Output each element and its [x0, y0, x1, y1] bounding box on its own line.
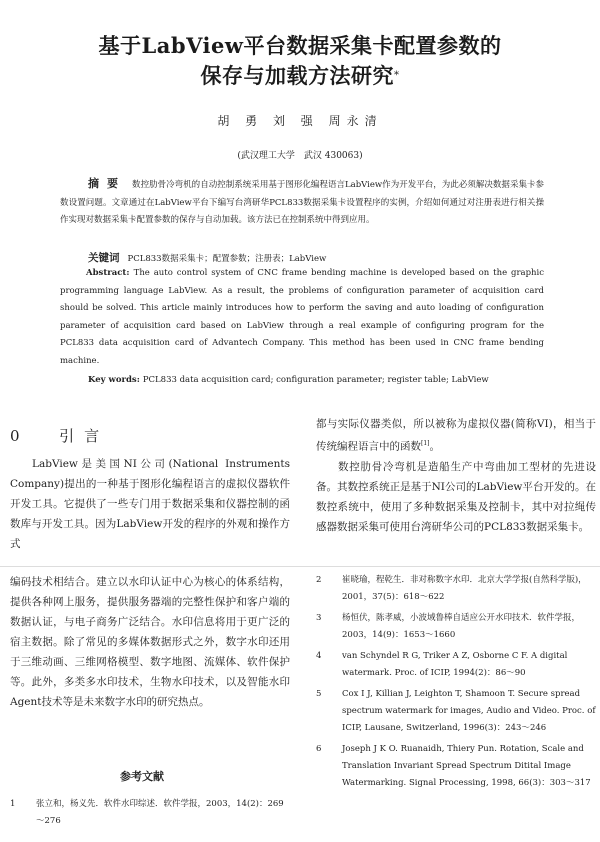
reference-item: 1 张立和，杨义先．软件水印综述．软件学报，2003，14(2)：269～276: [10, 799, 284, 826]
intro-paragraph-2: 数控肋骨冷弯机是造船生产中弯曲加工型材的先进设备。其数控系统正是基于NI公司的LabView平台开发的。在数控系统中，使用了多种数据采集及控制卡，其中对拉绳传感器数据采集可使用台湾研华公司的PCL833数据采集卡。: [316, 460, 596, 533]
title-footnote-mark: *: [394, 70, 400, 81]
lower-column-text: 编码技术相结合。建立以水印认证中心为核心的体系结构，提供各种网上服务，提供服务器端的完整性保护和客户端的数据认证，与电子商务广泛结合。水印信息将用于更广泛的宿主数据。除了常见的多媒体数据形式之外，数字水印还用于三维动画、三维网格模型、数字地图、流媒体、软件保护等。此外，多类多水印技术，生物水印技术，以及智能水印Agent技术等是未来数字水印的研究热点。: [10, 576, 290, 708]
intro-paragraph-1: LabView是美国NI公司(National Instruments Company)提出的一种基于图形化编程语言的虚拟仪器软件开发工具。它提供了一些专门用于数据采集和仪器控制的函数库与开发工具。因为LabView开发的程序的外观和操作方式: [10, 458, 290, 550]
paper-title-line-2: 保存与加载方法研究*: [200, 63, 400, 88]
keywords-en-label: Key words: [88, 375, 137, 385]
abstract-en-label: Abstract: [86, 268, 127, 278]
intro-column-right: [316, 414, 596, 537]
intro-paragraph-1-continued: 都与实际仪器类似，所以被称为虚拟仪器(简称VI)，相当于传统编程语言中的函数[1]。: [316, 418, 596, 453]
reference-item: 2 崔晓瑜，程乾生．非对称数字水印．北京大学学报(自然科学版)，2001，37(5)：618～622: [316, 575, 587, 602]
keywords-zh: [88, 250, 326, 265]
paper-title-line-1: 基于LabView平台数据采集卡配置参数的: [98, 33, 502, 58]
reference-item: 3 杨恒伏，陈孝威，小波域鲁棒自适应公开水印技术．软件学报，2003，14(9)：1653～1660: [316, 613, 581, 640]
abstract-en: Abstract: The auto control system of CNC frame bending machine is developed based on the graphic programming language LabView. As a result, the problems of configuration parameter of acquisition card should be solved. This article mainly introduces how to perform the saving and auto loading of configuration parameter of acquisition card based on LabView through a real example of configuring program for the PCL833 data acquisition card of Advantech Company. This method has been used in CNC frame bending machine.: [60, 268, 544, 366]
authors: 胡 勇 刘 强 周永清: [217, 114, 383, 128]
keywords-en: Key words: PCL833 data acquisition card; configuration parameter; register table; LabView: [88, 375, 489, 385]
abstract-zh-text: 数控肋骨冷弯机的自动控制系统采用基于图形化编程语言LabView作为开发平台，为此必须解决数据采集卡参数设置问题。文章通过在LabView平台下编写台湾研华PCL833数据采集卡设置程序的实例，介绍如何通过对注册表进行相关操作实现对数据采集卡配置参数的保存与自动加载。该方法已在控制系统中得到应用。: [60, 180, 545, 225]
affiliation: (武汉理工大学 武汉 430063): [237, 151, 363, 161]
page-divider: [0, 566, 600, 567]
abstract-zh-label: 摘要: [88, 177, 127, 190]
reference-item: 6 Joseph J K O. Ruanaidh, Thiery Pun. Rotation, Scale and Translation Invariant Spread Spectrum Ditital Image Watermarking. Signal Processing, 1998, 66(3)：303～317: [316, 744, 591, 788]
references-left: [10, 796, 290, 834]
references-title: 参考文献: [120, 770, 164, 783]
references-right: [316, 572, 600, 796]
keywords-zh-text: PCL833数据采集卡；配置参数；注册表；LabView: [127, 254, 327, 264]
section-heading: [10, 425, 109, 446]
abstract-zh: [60, 175, 544, 230]
section-title: 引言: [59, 427, 110, 445]
keywords-en-text: PCL833 data acquisition card; configuration parameter; register table; LabView: [142, 375, 489, 385]
reference-item: 4 van Schyndel R G, Triker A Z, Osborne C F. A digital watermark. Proc. of ICIP, 1994(2)：86～90: [316, 651, 568, 678]
section-number: 0: [10, 427, 30, 445]
intro-column-left: [10, 454, 290, 554]
reference-item: 5 Cox I J, Killian J, Leighton T, Shamoon T. Secure spread spectrum watermark for images, Audio and Video. Proc. of ICIP, Lausane, Switzerland, 1996(3)：243～246: [316, 689, 596, 733]
citation-1[interactable]: [1]: [421, 440, 430, 447]
abstract-en-text: The auto control system of CNC frame bending machine is developed based on the graphic programming language LabView. As a result, the problems of configuration parameter of acquisition card should be solved. This article mainly introduces how to perform the saving and auto loading of configuration parameter of acquisition card based on LabView through a real example of configuring program for the PCL833 data acquisition card of Advantech Company. This method has been used in CNC frame bending machine.: [60, 268, 544, 366]
keywords-zh-label: 关键词: [88, 252, 120, 264]
